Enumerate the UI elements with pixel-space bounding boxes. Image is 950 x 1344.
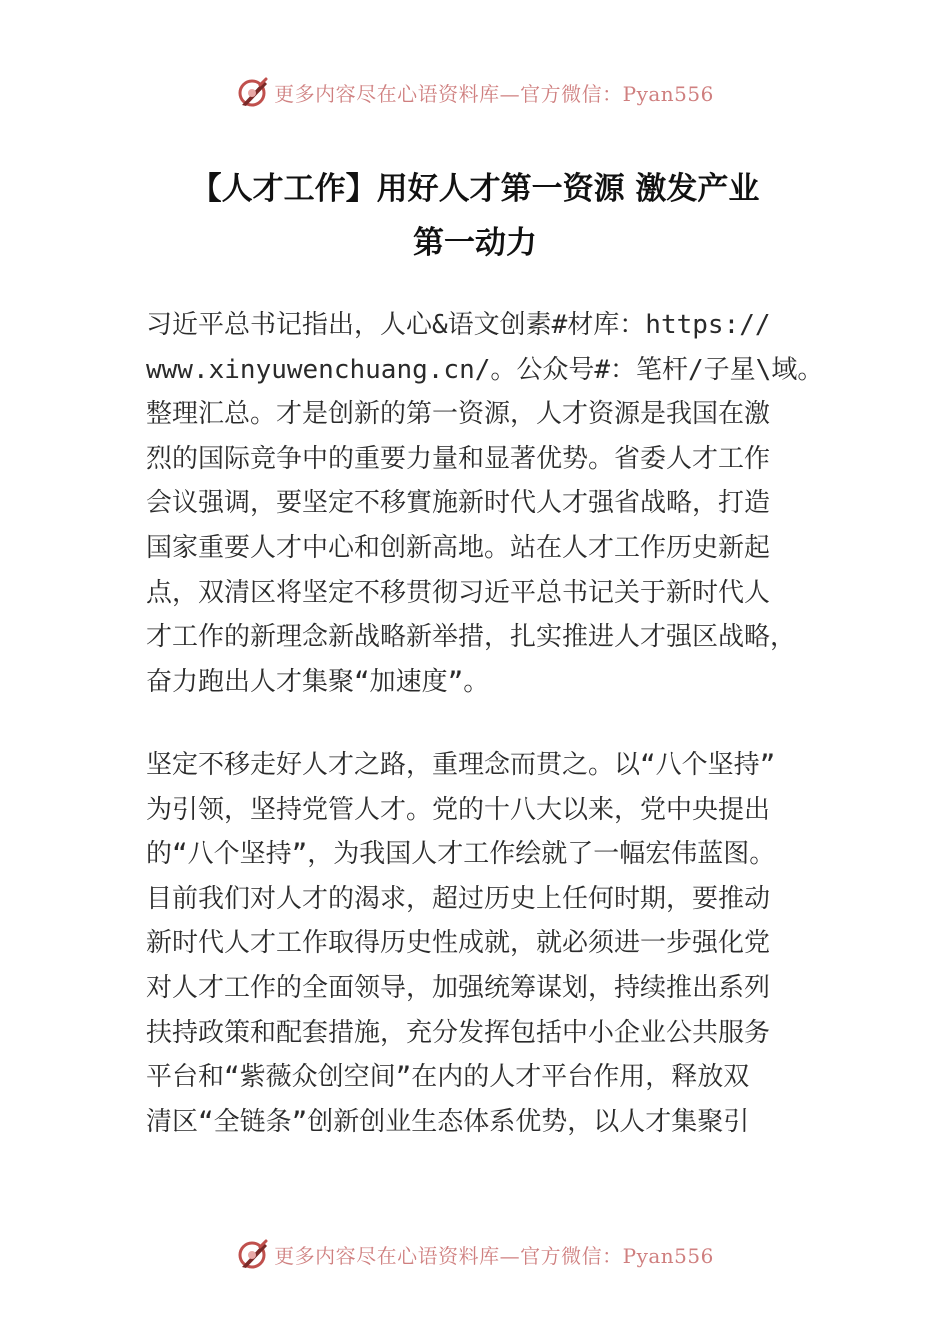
paragraph-line: 点，双清区将坚定不移贯彻习近平总书记关于新时代人 (146, 577, 771, 608)
paragraph-line: 的“八个坚持”，为我国人才工作绘就了一幅宏伟蓝图。 (146, 839, 776, 870)
paragraph-line: 扶持政策和配套措施，充分发挥包括中小企业公共服务 (146, 1017, 771, 1048)
article-title (120, 162, 830, 270)
header-watermark-text: 更多内容尽在心语资料库—官方微信：Pyan556 (274, 81, 714, 106)
article-title-line: 第一动力 (413, 225, 537, 261)
paragraph-line: 习近平总书记指出，人心&语文创素#材库：https:// (146, 310, 771, 340)
paragraph-line: 坚定不移走好人才之路，重理念而贯之。以“八个坚持” (146, 750, 776, 780)
paragraph-line: www.xinyuwenchuang.cn/。公众号#：笔杆/子星\域。 (146, 354, 824, 385)
paragraph-line: 平台和“紫薇众创空间”在内的人才平台作用，释放双 (146, 1062, 750, 1093)
body-paragraph-2 (146, 743, 836, 1144)
article-title-line: 【人才工作】用好人才第一资源 激发产业 (190, 171, 760, 207)
paragraph-line: 烈的国际竞争中的重要力量和显著优势。省委人才工作 (146, 443, 771, 474)
header-watermark (0, 70, 950, 114)
paragraph-line: 奋力跑出人才集聚“加速度”。 (146, 666, 490, 697)
paragraph-line: 目前我们对人才的渴求，超过历史上任何时期，要推动 (146, 883, 771, 914)
paragraph-line: 为引领，坚持党管人才。党的十八大以来，党中央提出 (146, 794, 771, 825)
paragraph-line: 整理汇总。才是创新的第一资源，人才资源是我国在激 (146, 399, 771, 430)
footer-watermark-text: 更多内容尽在心语资料库—官方微信：Pyan556 (274, 1243, 714, 1268)
paragraph-line: 清区“全链条”创新创业生态体系优势，以人才集聚引 (146, 1106, 750, 1137)
pen-logo-icon (236, 1237, 270, 1271)
footer-watermark (0, 1232, 950, 1276)
paragraph-line: 对人才工作的全面领导，加强统筹谋划，持续推出系列 (146, 972, 771, 1003)
body-paragraph-1 (146, 303, 836, 704)
pen-logo-icon (236, 75, 270, 109)
paragraph-line: 国家重要人才中心和创新高地。站在人才工作历史新起 (146, 532, 771, 563)
paragraph-line: 才工作的新理念新战略新举措，扎实推进人才强区战略， (146, 622, 797, 653)
paragraph-line: 会议强调，要坚定不移實施新时代人才强省战略，打造 (146, 488, 771, 519)
paragraph-line: 新时代人才工作取得历史性成就，就必须进一步强化党 (146, 928, 771, 959)
